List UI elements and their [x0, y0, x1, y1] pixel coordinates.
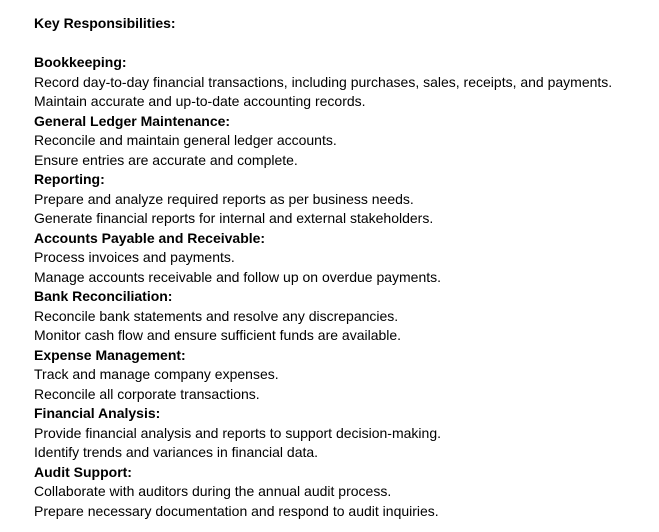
- section-reporting: [34, 170, 659, 229]
- section-title: Financial Analysis:: [34, 405, 161, 421]
- responsibility-item: Maintain accurate and up-to-date accounting records.: [34, 93, 366, 109]
- responsibility-item: Prepare and analyze required reports as per business needs.: [34, 190, 414, 207]
- section-accounts-payable-receivable: [34, 229, 659, 288]
- section-expense-management: [34, 346, 659, 405]
- responsibility-item: Generate financial reports for internal and external stakeholders.: [34, 210, 434, 226]
- responsibility-item: Record day-to-day financial transactions, including purchases, sales, receipts, and payments.: [34, 73, 613, 90]
- section-title: Accounts Payable and Receivable:: [34, 229, 266, 246]
- section-title: Audit Support:: [34, 463, 132, 480]
- key-responsibilities-heading: Key Responsibilities:: [34, 15, 176, 31]
- responsibility-item: Monitor cash flow and ensure sufficient funds are available.: [34, 327, 402, 343]
- section-audit-support: [34, 463, 659, 522]
- section-title: Bookkeeping:: [34, 54, 127, 70]
- section-title: General Ledger Maintenance:: [34, 112, 231, 129]
- section-title: Bank Reconciliation:: [34, 288, 173, 304]
- responsibility-item: Reconcile bank statements and resolve any discrepancies.: [34, 307, 399, 324]
- responsibility-item: Track and manage company expenses.: [34, 366, 279, 382]
- responsibility-item: Collaborate with auditors during the annual audit process.: [34, 483, 392, 499]
- responsibility-item: Ensure entries are accurate and complete.: [34, 151, 298, 168]
- responsibility-item: Provide financial analysis and reports to support decision-making.: [34, 424, 441, 441]
- section-title: Expense Management:: [34, 346, 186, 363]
- responsibility-item: Process invoices and payments.: [34, 249, 235, 265]
- section-financial-analysis: [34, 404, 659, 463]
- responsibility-item: Reconcile and maintain general ledger accounts.: [34, 132, 337, 148]
- responsibility-item: Prepare necessary documentation and respond to audit inquiries.: [34, 502, 439, 519]
- section-general-ledger: [34, 112, 659, 171]
- responsibility-item: Identify trends and variances in financial data.: [34, 444, 319, 460]
- responsibility-item: Manage accounts receivable and follow up on overdue payments.: [34, 268, 442, 285]
- responsibility-item: Reconcile all corporate transactions.: [34, 385, 260, 402]
- section-bank-reconciliation: [34, 287, 659, 346]
- section-bookkeeping: [34, 53, 659, 112]
- blank-line: [34, 34, 659, 54]
- section-title: Reporting:: [34, 171, 105, 187]
